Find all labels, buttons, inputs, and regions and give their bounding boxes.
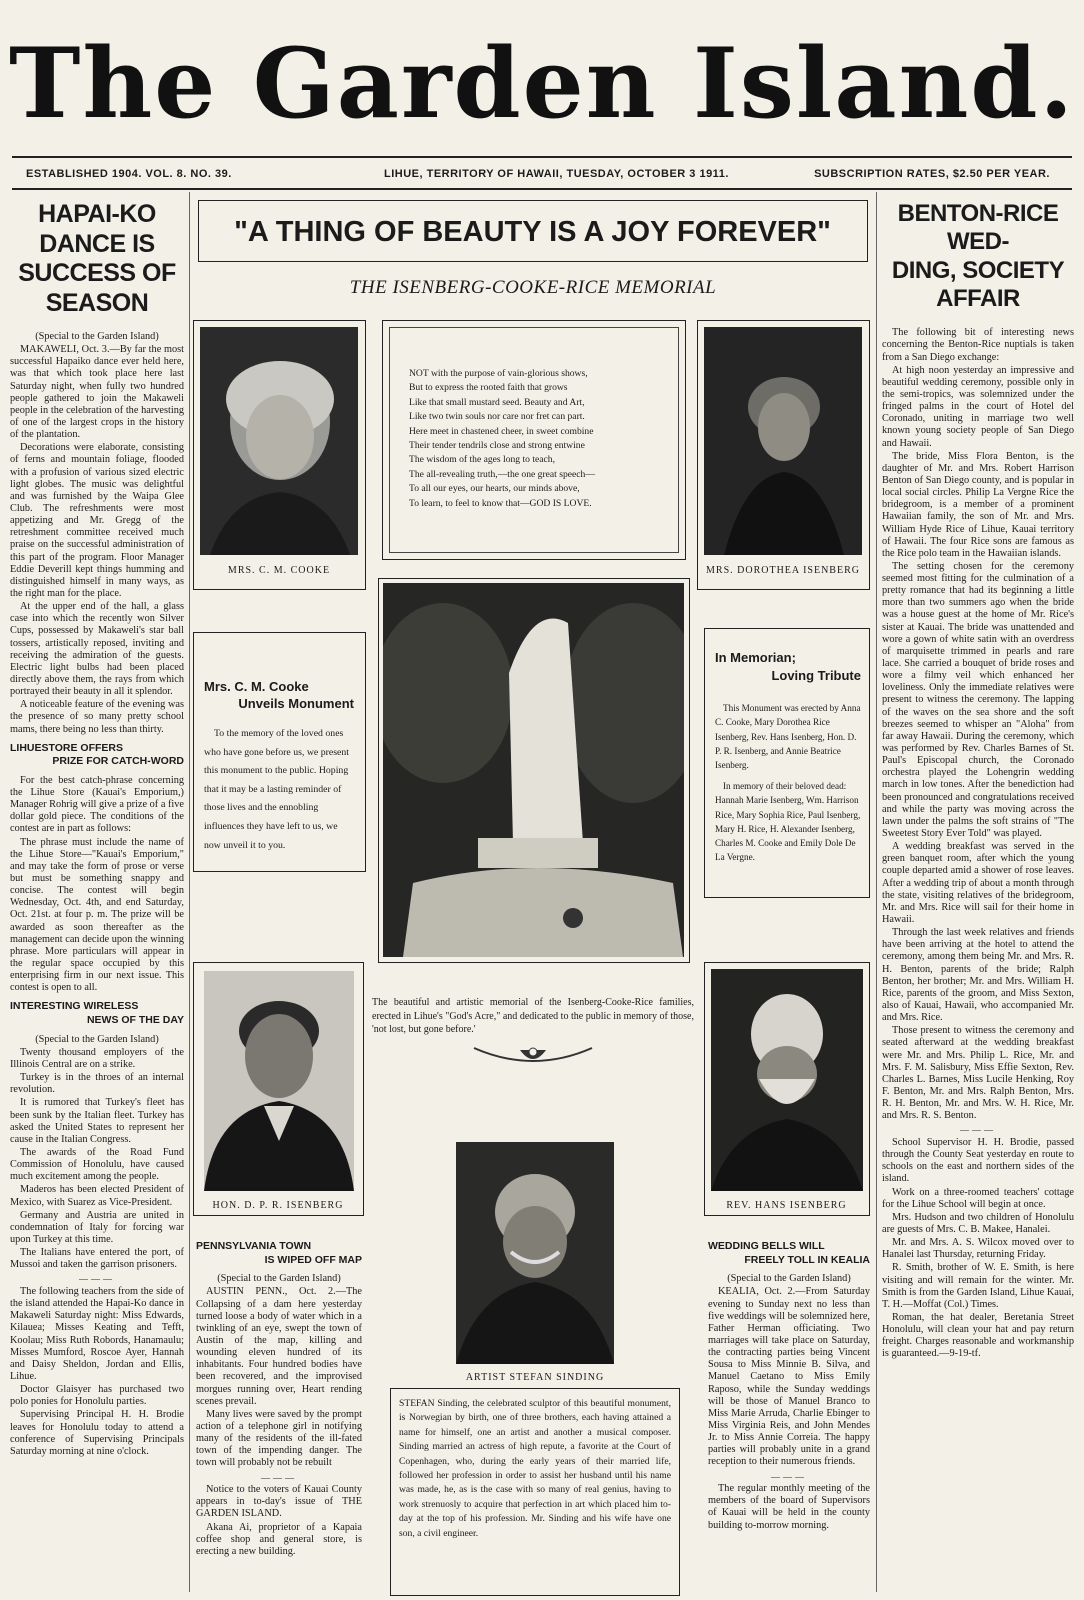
article-paragraph: Those present to witness the ceremony and seated afterward at the wedding breakfast were Mr. and Mrs. Philip L. Rice, Mr. and Mrs. F. M. Salisbury, Miss Effie Sexton, Rev. Charles L. Barnes, Miss Lucile Henking, Roy F. Benton, Mr. and Mrs. Ralph Benton, Mrs. R. H. Benton, Mr. and Mrs. W. H. Rice, Mr. and Mrs. R. S. Benton. [882, 1025, 1074, 1122]
article-paragraph: Germany and Austria are united in condemnation of Italy for forcing war upon Turkey at this time. [10, 1209, 184, 1245]
headline-line: HAPAI-KO DANCE IS [38, 200, 156, 258]
article-paragraph: A wedding breakfast was served in the green banquet room, after which the young couple departed amid a shower of rose leaves. After a wedding trip of about a month through the state, visiting relatives of the bridegroom, Mr. and Mrs. Rice will sail for their home in Hawaii. [882, 841, 1074, 925]
poem-line: Here meet in chastened cheer, in sweet combine [409, 425, 594, 437]
article-paragraph: Mr. and Mrs. A. S. Wilcox moved over to Hanalei last Thursday, returning Friday. [882, 1237, 1074, 1261]
poem-line: Like two twin souls nor care nor fret can part. [409, 411, 585, 423]
subhead-line: FREELY TOLL IN KEALIA [744, 1253, 870, 1266]
wireless-headline [10, 1000, 184, 1027]
unveils-text: To the memory of the loved ones who have gone before us, we present this monument to the public. Hoping that it may be a lasting reminder of those lives and the ennobling influences they have left to us, we now unveil it to you. [204, 728, 349, 851]
article-paragraph: The following bit of interesting news concerning the Benton-Rice nuptials is taken from a San Diego exchange: [882, 327, 1074, 363]
article-paragraph: The following teachers from the side of the island attended the Hapai-Ko dance in Makaweli Saturday night: Miss Edwards, Kilauea; Misses Keating and Tefft, Koolau; Miss Ruth Robords, Hanamaulu; Misses Mumford, Roscoe Ayer, Hannah and Daisy Sheldon, Jordan and Ellis, Lihue. [10, 1286, 184, 1382]
monument-photo-frame [378, 578, 690, 963]
special-credit: (Special to the Garden Island) [35, 1033, 159, 1045]
memoriam-frame [704, 628, 870, 898]
article-paragraph: Many lives were saved by the prompt action of a telephone girl in notifying many of the residents of the ill-fated town of the impending danger. The town will probably not be rebuilt [196, 1408, 362, 1469]
memoriam-head-line: Loving Tribute [771, 667, 861, 683]
column-divider-left [189, 192, 190, 1592]
headline-line: SUCCESS OF [18, 259, 176, 287]
benton-rice-headline [882, 200, 1074, 313]
masthead-rule [12, 156, 1072, 158]
article-paragraph: R. Smith, brother of W. E. Smith, is here visiting and will remain for the winter. Mr. Smith is from the Garden Island, Lihue Kauai, T. H.—Moffat (Col.) Times. [882, 1262, 1074, 1310]
article-paragraph: The Italians have entered the port, of Mussoi and taken the garrison prisoners. [10, 1247, 184, 1271]
memoriam-dedication: In memory of their beloved dead: Hannah Marie Isenberg, Wm. Harrison Rice, Mary Sophia Rice, Paul Isenberg, Mary H. Rice, H. Alexander Isenberg, Charles M. Cooke and Emily Dole De La Vergne. [715, 781, 861, 863]
article-paragraph: Maderos has been elected President of Mexico, with Suarez as Vice-President. [10, 1184, 184, 1208]
right-column [882, 200, 1074, 1595]
sinding-caption: ARTIST STEFAN SINDING [465, 1372, 605, 1383]
subhead-line: LIHUESTORE OFFERS [10, 741, 123, 754]
article-paragraph: The setting chosen for the ceremony seemed most fitting for the culmination of a pretty romance that had its beginning a little more than two summers ago when the bride was a house guest at the home of Mr. Rice's sister at Kauai. The bride was unattended and wore a gown of white satin with an overdress of marquisette trimmed in pearls and rare lace. She carried a bouquet of bride roses and wore a filmy veil which enhanced her loveliness. Only the immediate relatives were present to witness the ceremony. The lapping of the waves on the sea shore and the soft breezes seemed to whisper an "Aloha" from far away Hawaii. During the ceremony, which was performed by Rev. Charles Barnes of St. Paul's Episcopal church, the Coronado orchestra played the Lohengrin wedding march in low tones. After the benediction had been pronounced and congratulations received and while the party was moving across the lawn under the palms the soft strains of "The Sweetest Story Ever Told" was played. [882, 560, 1074, 840]
headline-line: BENTON-RICE WED- [897, 200, 1059, 256]
subhead-line: NEWS OF THE DAY [86, 1014, 184, 1027]
poem-line: But to express the rooted faith that grows [409, 382, 568, 394]
article-paragraph: Turkey is in the throes of an internal revolution. [10, 1072, 184, 1096]
article-paragraph: The bride, Miss Flora Benton, is the daughter of Mr. and Mrs. Robert Harrison Benton of San Diego county, and is popular in local social circles. Philip La Vergne Rice the bridegroom, is a member of a prominent Hawaiian family, the son of Mr. and Mrs. William Hyde Rice of Lihue, Kauai territory of Hawaii. The four Rice sons are famous as the Rice polo team in the Hawaiian islands. [882, 450, 1074, 559]
poem-line: Their tender tendrils close and strong entwine [409, 439, 585, 451]
pennsylvania-article [196, 1240, 362, 1595]
article-paragraph: The awards of the Road Fund Commission of Honolulu, have caused much excitement among the people. [10, 1147, 184, 1183]
unveils-headline [204, 679, 354, 713]
hans-photo-frame [704, 962, 870, 1216]
article-paragraph: Supervising Principal H. H. Brodie leaves for Honolulu today to attend a conference of Supervising Principals Saturday morning at nine o'clock. [10, 1409, 184, 1457]
ornament [470, 1040, 596, 1072]
memoriam-headline [715, 649, 861, 684]
memoriam-head-line: In Memorian; [715, 650, 796, 665]
dpr-photo-frame [193, 962, 364, 1216]
newspaper-title: The Garden Island. [9, 27, 1075, 140]
kealia-article [708, 1240, 870, 1595]
dorothea-portrait [704, 327, 862, 555]
article-paragraph: Decorations were elaborate, consisting of ferns and mountain foliage, flooded with a profusion of various sized electric light globes. The music was delightful and was furnished by the Waipa Glee Club. The refreshments were most appetizing and Mr. Gregg of the retreshment committee received much praise on the successful administration of this part of the program. Floor Manager Eddie Deverill kept things humming and distinguished himself in many ways, as the right man for the place. [10, 442, 184, 599]
masthead [0, 0, 1084, 150]
sinding-portrait [456, 1142, 614, 1364]
headline-line: DING, SOCIETY [891, 256, 1065, 284]
memoriam-erected: This Monument was erected by Anna C. Cooke, Mary Dorothea Rice Isenberg, Rev. Hans Isenberg, Hon. D. P. R. Isenberg, and Annie Beatrice Isenberg. [715, 703, 861, 770]
poem-line: Like that small mustard seed. Beauty and Art, [409, 396, 585, 408]
article-paragraph: The phrase must include the name of the Lihue Store—"Kauai's Emporium," and may take the form of prose or verse but must be something snappy and concise. The contest will begin Wednesday, Oct. 4th, and end Saturday, Oct. 21st. at four p. m. The prize will be awarded as soon thereafter as the management can decide upon the winning phrase. More particulars will appear in the regular space occupied by this enterprising firm in our next issue. This contest is open to all. [10, 836, 184, 994]
cooke-photo-frame [193, 320, 366, 590]
dateline-rule [12, 188, 1072, 190]
article-paragraph: Twenty thousand employers of the Illinois Central are on a strike. [10, 1046, 184, 1071]
hapaiko-headline [10, 200, 184, 318]
separator: ——— [261, 1472, 297, 1483]
subhead-line: INTERESTING WIRELESS [10, 1000, 139, 1013]
article-paragraph: KEALIA, Oct. 2.—From Saturday evening to Sunday next no less than five weddings will be solemnized here, Father Herman officiating. Two marriages will take place on Saturday, the contracting parties being Vincent Sousa to Miss Minnie B. Silva, and Manuel Caetano to Miss Emily Raposo, while the Sunday weddings will be those of Manuel Branco to Miss Marie Arruda, Charlie Ebinger to Miss Virginia Reis, and John Mendes Jr. to Miss Annie Correia. The happy parties will probably unite in a grand reception to their numerous friends. [708, 1286, 870, 1468]
separator: ——— [771, 1471, 807, 1482]
left-column [10, 200, 184, 1595]
article-paragraph: Work on a three-roomed teachers' cottage for the Lihue School will begin at once. [882, 1186, 1074, 1210]
memorial-caption: The beautiful and artistic memorial of the Isenberg-Cooke-Rice families, erected in Lihue's "God's Acre," and dedicated to the public in memory of those, 'not lost, but gone before.' [372, 997, 694, 1035]
hans-portrait [711, 969, 863, 1191]
separator: ——— [960, 1125, 996, 1136]
poem-line: The wisdom of the ages long to teach, [409, 454, 556, 466]
dpr-portrait [204, 971, 354, 1191]
dateline-date: LIHUE, TERRITORY OF HAWAII, TUESDAY, OCTOBER 3 1911. [384, 168, 729, 180]
article-paragraph: The regular monthly meeting of the members of the board of Supervisors of Kauai will be held in the county building to-morrow morning. [708, 1483, 870, 1531]
poem-frame [382, 320, 686, 560]
special-credit: (Special to the Garden Island) [217, 1273, 341, 1285]
article-paragraph: A noticeable feature of the evening was the presence of so many pretty school mams, there being no less than thirty. [10, 699, 184, 735]
dateline [0, 168, 1084, 184]
subhead-line: WEDDING BELLS WILL [708, 1240, 825, 1252]
dateline-established: ESTABLISHED 1904. VOL. 8. NO. 39. [26, 168, 232, 180]
subhead-line: PRIZE FOR CATCH-WORD [52, 755, 184, 768]
unveils-head-line: Unveils Monument [238, 695, 354, 711]
article-paragraph: Doctor Glaisyer has purchased two polo ponies for Honolulu parties. [10, 1384, 184, 1408]
column-divider-right [876, 192, 877, 1592]
poem [409, 367, 664, 511]
special-credit: (Special to the Garden Island) [727, 1273, 851, 1285]
subhead-line: IS WIPED OFF MAP [264, 1253, 362, 1266]
poem-line: The all-revealing truth,—the one great speech— [409, 468, 595, 480]
dorothea-photo-frame [697, 320, 870, 590]
banner-headline: "A THING OF BEAUTY IS A JOY FOREVER" [234, 216, 831, 248]
article-paragraph: At the upper end of the hall, a glass case into which the recently won Silver Cups, possessed by Makaweli's star ball tossers, artistically reposed, inviting and receiving the admiration of the guests. Electric light bulbs had been placed directly above them, the rays from which portrayed their beauty in all it splendor. [10, 601, 184, 698]
sinding-bio: STEFAN Sinding, the celebrated sculptor of this beautiful monument, is Norwegian by birth, one of three brothers, each having attained a name for himself, one an artist and another a musical composer. Sinding married an actress of high repute, a favorite at the Court of Copenhagen, who, during the early years of their married life, followed her profession in order to assist her husband until his name was made, he, as is the case with so many of real genius, having to work strenuosly to acquire that perfection in art which placed him to-day at the top of his profession. Mr. Sinding and his wife have one son, a civil engineer. [399, 1398, 671, 1539]
unveils-frame [193, 632, 366, 872]
unveils-head-line: Mrs. C. M. Cooke [204, 679, 309, 694]
sinding-bio-frame [390, 1388, 680, 1596]
dpr-caption: HON. D. P. R. ISENBERG [212, 1200, 344, 1211]
dorothea-caption: MRS. DOROTHEA ISENBERG [706, 565, 860, 576]
poem-line: NOT with the purpose of vain-glorious shows, [409, 368, 588, 379]
cooke-portrait [200, 327, 358, 555]
lihuestore-headline [10, 742, 184, 769]
banner-frame [198, 200, 868, 262]
poem-line: To all our eyes, our hearts, our minds above, [409, 483, 580, 495]
pennsylvania-headline [196, 1240, 362, 1267]
article-paragraph: Roman, the hat dealer, Beretania Street Honolulu, will clean your hat and pay return freight. Charges reasonable and workmanship is guaranteed.—9-19-tf. [882, 1311, 1074, 1360]
article-paragraph: Mrs. Hudson and two children of Honolulu are guests of Mrs. C. B. Makee, Hanalei. [882, 1211, 1074, 1235]
subhead-line: PENNSYLVANIA TOWN [196, 1240, 312, 1252]
memorial-subtitle: THE ISENBERG-COOKE-RICE MEMORIAL [349, 277, 717, 298]
headline-line: AFFAIR [936, 284, 1020, 312]
monument-photo [383, 583, 684, 957]
hans-caption: REV. HANS ISENBERG [726, 1200, 847, 1211]
article-paragraph: Notice to the voters of Kauai County appears in to-day's issue of THE GARDEN ISLAND. [196, 1484, 362, 1520]
dateline-subscription: SUBSCRIPTION RATES, $2.50 PER YEAR. [814, 168, 1050, 180]
headline-line: SEASON [45, 288, 149, 317]
article-paragraph: Akana Ai, proprietor of a Kapaia coffee shop and general store, is erecting a new building. [196, 1521, 362, 1557]
article-paragraph: AUSTIN PENN., Oct. 2.—The Collapsing of a dam here yesterday turned loose a body of water which in a twinkling of an eye, swept the town of Austin of the map, killing and wounding eleven hundred of its inhabitants. Four hundred bodies have been recovered, and the improvised morgues running over, Heart rending scenes prevail. [196, 1286, 362, 1407]
article-paragraph: MAKAWELI, Oct. 3.—By far the most successful Hapaiko dance ever held here, was that which took place here last Saturday night, when fully two hundred people gathered to join the Makaweli people in the celebration of the harvesting of one of the largest crops in the history of the plantation. [10, 344, 184, 441]
cooke-caption: MRS. C. M. COOKE [227, 565, 331, 576]
article-paragraph: School Supervisor H. H. Brodie, passed through the County Seat yesterday en route to schools on the east and northern sides of the island. [882, 1137, 1074, 1185]
poem-line: To learn, to feel to know that—GOD IS LOVE. [409, 497, 592, 509]
kealia-headline [708, 1240, 870, 1267]
article-paragraph: At high noon yesterday an impressive and beautiful wedding ceremony, possible only in the semi-tropics, was solemnized under the fringed palms in the court of Hotel del Coronado, uniting in marriage two well known young society people of San Diego and Hawaii. [882, 364, 1074, 449]
article-paragraph: Through the last week relatives and friends have been arriving at the hotel to attend the ceremony, among them being Mr. and Mrs. R. H. Benton, parents of the bride; Ralph Benton, her brother; Mr. and Mrs. William H. Rice, parents of the groom, and Miss Sexton, also of Kauai, Hawaii, who accompanied Mr. and Mrs. Rice. [882, 927, 1074, 1024]
separator: ——— [79, 1274, 115, 1285]
article-paragraph: It is rumored that Turkey's fleet has been sunk by the Italian fleet. Turkey has asked the United States to represent her cause in the Italian Congress. [10, 1097, 184, 1145]
special-credit: (Special to the Garden Island) [35, 331, 159, 342]
article-paragraph: For the best catch-phrase concerning the Lihue Store (Kauai's Emporium,) Manager Rohrig will give a prize of a five dollar gold piece. The conditions of the contest are in part as follows: [10, 774, 184, 835]
